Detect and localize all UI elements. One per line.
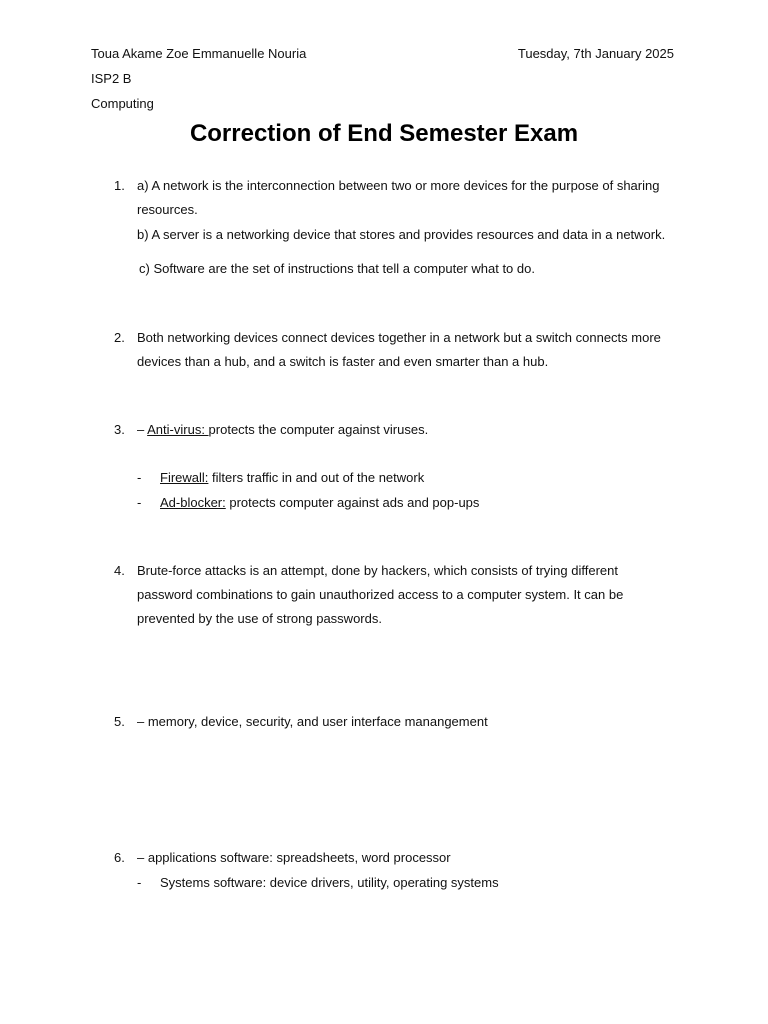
class-name: ISP2 B bbox=[91, 71, 132, 86]
antivirus-text: protects the computer against viruses. bbox=[208, 422, 429, 437]
answer-4-line2: password combinations to gain unauthorized access to a computer system. It can be bbox=[137, 587, 624, 602]
answer-2-line1: Both networking devices connect devices together in a network but a switch connects more bbox=[137, 330, 661, 345]
page-title: Correction of End Semester Exam bbox=[189, 120, 579, 147]
answer-3-item-firewall bbox=[160, 466, 424, 490]
firewall-text: filters traffic in and out of the network bbox=[208, 470, 425, 485]
answer-1a-line2: resources. bbox=[137, 202, 198, 217]
answer-4-line3: prevented by the use of strong passwords. bbox=[137, 611, 382, 626]
question-number: 6. bbox=[114, 850, 125, 865]
dash-marker: – bbox=[137, 422, 145, 437]
bullet-marker: - bbox=[137, 470, 142, 485]
question-number: 2. bbox=[114, 330, 125, 345]
adblocker-text: protects computer against ads and pop-ups bbox=[225, 495, 480, 510]
answer-6-systems: Systems software: device drivers, utility, operating systems bbox=[160, 875, 499, 890]
question-number: 5. bbox=[114, 714, 125, 729]
bullet-marker: - bbox=[137, 495, 142, 510]
question-number: 4. bbox=[114, 563, 125, 578]
firewall-label: Firewall: bbox=[160, 470, 209, 485]
answer-1c: c) Software are the set of instructions that tell a computer what to do. bbox=[139, 261, 535, 276]
answer-1b: b) A server is a networking device that stores and provides resources and data in a network. bbox=[137, 227, 666, 242]
bullet-marker: - bbox=[137, 875, 142, 890]
adblocker-label: Ad-blocker: bbox=[160, 495, 226, 510]
answer-4-line1: Brute-force attacks is an attempt, done by hackers, which consists of trying different bbox=[137, 563, 618, 578]
antivirus-label: Anti-virus: bbox=[147, 422, 209, 437]
answer-3-item-antivirus bbox=[137, 418, 428, 442]
question-number: 3. bbox=[114, 422, 125, 437]
answer-5: – memory, device, security, and user interface manangement bbox=[137, 714, 488, 729]
author-name: Toua Akame Zoe Emmanuelle Nouria bbox=[91, 46, 307, 61]
answer-3-item-adblocker bbox=[160, 491, 479, 515]
answer-6-applications: – applications software: spreadsheets, word processor bbox=[137, 850, 451, 865]
question-number: 1. bbox=[114, 178, 125, 193]
document-date: Tuesday, 7th January 2025 bbox=[517, 46, 674, 61]
subject-name: Computing bbox=[91, 96, 154, 111]
answer-1a-line1: a) A network is the interconnection between two or more devices for the purpose of sharing bbox=[137, 178, 660, 193]
answer-2-line2: devices than a hub, and a switch is faster and even smarter than a hub. bbox=[137, 354, 549, 369]
